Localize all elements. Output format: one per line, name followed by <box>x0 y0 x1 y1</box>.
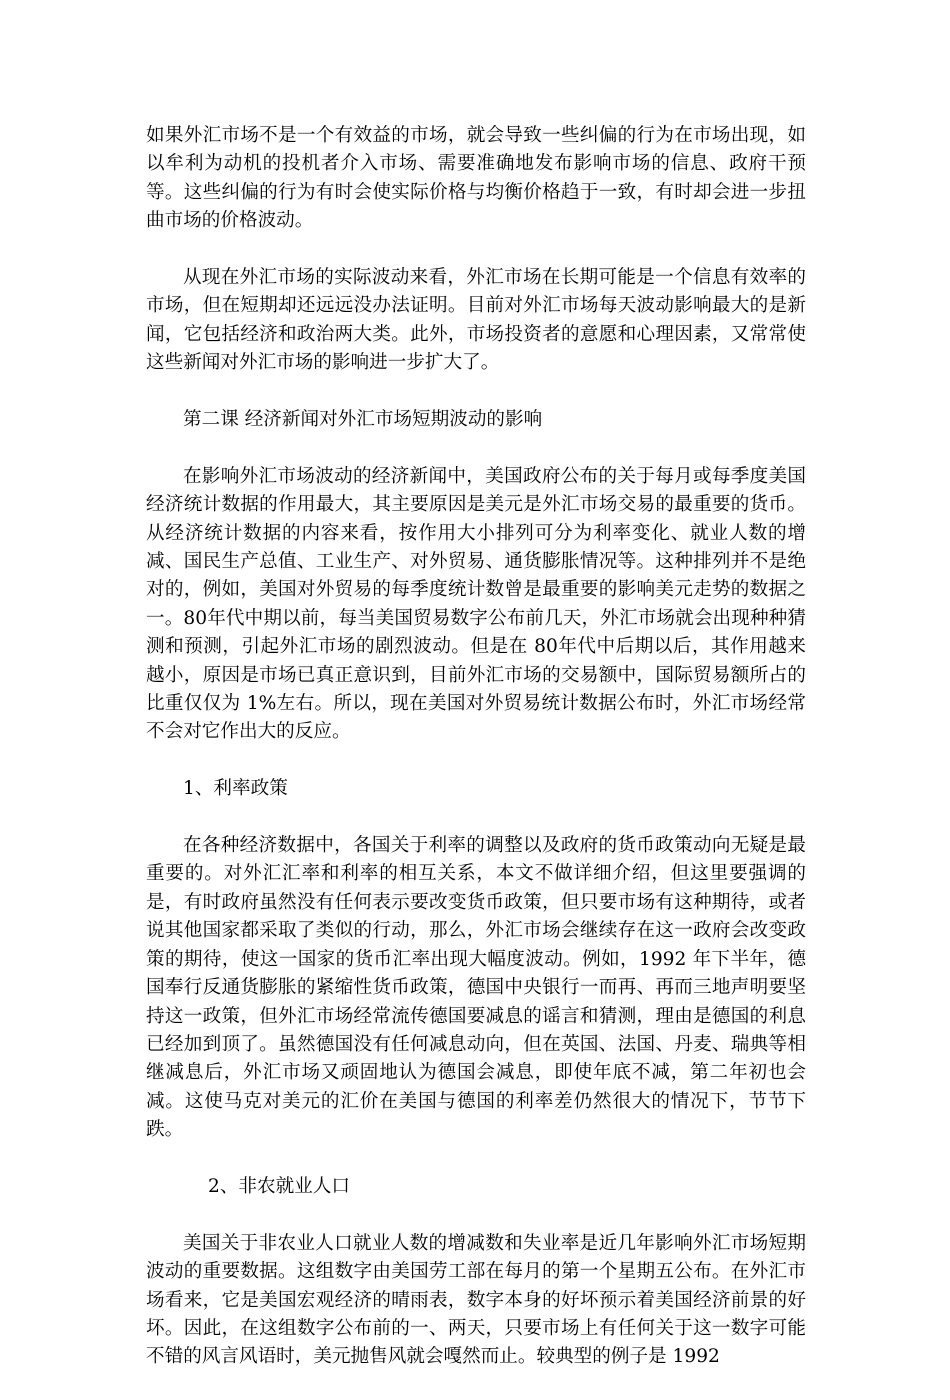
paragraph-interest-rate-policy: 在各种经济数据中，各国关于利率的调整以及政府的货币政策动向无疑是最重要的。对外汇汇率和利率的相互关系，本文不做详细介绍，但这里要强调的是，有时政府虽然没有任何表示要改变货币政策，但只要市场有这种期待，或者说其他国家都采取了类似的行动，那么，外汇市场会继续存在这一政府会改变政策的期待，使这一国家的货币汇率出现大幅度波动。例如，1992 年下半年，德国奉行反通货膨胀的紧缩性货币政策，德国中央银行一而再、再而三地声明要坚持这一政策，但外汇市场经常流传德国要减息的谣言和猜测，理由是德国的利息已经加到顶了。虽然德国没有任何减息动向，但在英国、法国、丹麦、瑞典等相继减息后，外汇市场又顽固地认为德国会减息，即使年底不减，第二年初也会减。这使马克对美元的汇价在美国与德国的利率差仍然很大的情况下，节节下跌。 <box>146 835 806 1141</box>
section-heading-interest-rate: 1、利率政策 <box>183 778 288 800</box>
section-heading-nonfarm-payrolls: 2、非农就业人口 <box>208 1175 350 1197</box>
paragraph-market-efficiency-end: 如果外汇市场不是一个有效益的市场，就会导致一些纠偏的行为在市场出现，如以牟利为动机的投机者介入市场、需要准确地发布影响市场的信息、政府干预等。这些纠偏的行为有时会使实际价格与均衡价格趋于一致，有时却会进一步扭曲市场的价格波动。 <box>146 125 806 232</box>
document-page <box>146 122 806 1400</box>
paragraph-nonfarm-payrolls: 美国关于非农业人口就业人数的增减数和失业率是近几年影响外汇市场短期波动的重要数据。这组数字由美国劳工部在每月的第一个星期五公布。在外汇市场看来，它是美国宏观经济的晴雨表，数字本身的好坏预示着美国经济前景的好坏。因此，在这组数字公布前的一、两天，只要市场上有任何关于这一数字可能不错的风言风语时，美元抛售风就会嘎然而止。较典型的例子是 1992 <box>146 1232 806 1368</box>
lesson-two-heading: 第二课 经济新闻对外汇市场短期波动的影响 <box>183 409 543 431</box>
paragraph-actual-volatility: 从现在外汇市场的实际波动来看，外汇市场在长期可能是一个信息有效率的市场，但在短期却还远远没办法证明。目前对外汇市场每天波动影响最大的是新闻，它包括经济和政治两大类。此外，市场投资者的意愿和心理因素，又常常使这些新闻对外汇市场的影响进一步扩大了。 <box>146 267 806 374</box>
paragraph-economic-news: 在影响外汇市场波动的经济新闻中，美国政府公布的关于每月或每季度美国经济统计数据的作用最大，其主要原因是美元是外汇市场交易的最重要的货币。从经济统计数据的内容来看，按作用大小排列可分为利率变化、就业人数的增减、国民生产总值、工业生产、对外贸易、通货膨胀情况等。这种排列并不是绝对的，例如，美国对外贸易的每季度统计数曾是最重要的影响美元走势的数据之一。80年代中期以前，每当美国贸易数字公布前几天，外汇市场就会出现种种猜测和预测，引起外汇市场的剧烈波动。但是在 80年代中后期以后，其作用越来越小，原因是市场已真正意识到，目前外汇市场的交易额中，国际贸易额所占的比重仅仅为 1%左右。所以，现在美国对外贸易统计数据公布时，外汇市场经常不会对它作出大的反应。 <box>146 465 806 743</box>
